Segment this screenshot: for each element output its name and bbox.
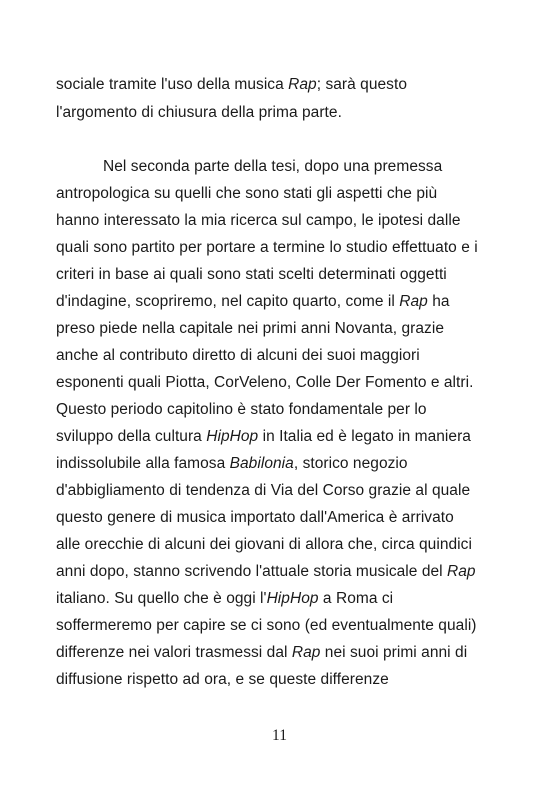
text-line: d'abbigliamento di tendenza di Via del Corso grazie al quale	[56, 482, 471, 499]
text-line: differenze nei valori trasmessi dal Rap nei suoi primi anni di	[56, 644, 468, 661]
text-line: esponenti quali Piotta, CorVeleno, Colle Der Fomento e altri.	[56, 374, 474, 391]
text-line: preso piede nella capitale nei primi anni Novanta, grazie	[56, 320, 444, 337]
text-line: Questo periodo capitolino è stato fondamentale per lo	[56, 401, 427, 418]
text-line: antropologica su quelli che sono stati gli aspetti che più	[56, 185, 438, 202]
text-line: sviluppo della cultura HipHop in Italia ed è legato in maniera	[56, 428, 471, 445]
text-line: anni dopo, stanno scrivendo l'attuale storia musicale del Rap	[56, 563, 476, 580]
text-line: sociale tramite l'uso della musica Rap; sarà questo	[56, 76, 407, 93]
text-line: soffermeremo per capire se ci sono (ed eventualmente quali)	[56, 617, 477, 634]
text-line: indissolubile alla famosa Babilonia, storico negozio	[56, 455, 408, 472]
text-line: hanno interessato la mia ricerca sul campo, le ipotesi dalle	[56, 212, 461, 229]
text-line: Nel seconda parte della tesi, dopo una premessa	[103, 158, 443, 175]
text-line: anche al contributo diretto di alcuni dei suoi maggiori	[56, 347, 420, 364]
text-line: italiano. Su quello che è oggi l'HipHop a Roma ci	[56, 590, 394, 607]
page-number: 11	[272, 727, 287, 744]
text-line: d'indagine, scopriremo, nel capito quarto, come il Rap ha	[56, 293, 450, 310]
text-line: quali sono partito per portare a termine lo studio effettuato e i	[56, 239, 478, 256]
text-line: l'argomento di chiusura della prima parte.	[56, 104, 342, 121]
text-line: diffusione rispetto ad ora, e se queste differenze	[56, 671, 389, 688]
text-line: alle orecchie di alcuni dei giovani di allora che, circa quindici	[56, 536, 472, 553]
text-line: questo genere di musica importato dall'America è arrivato	[56, 509, 454, 526]
text-line: criteri in base ai quali sono stati scelti determinati oggetti	[56, 266, 447, 283]
